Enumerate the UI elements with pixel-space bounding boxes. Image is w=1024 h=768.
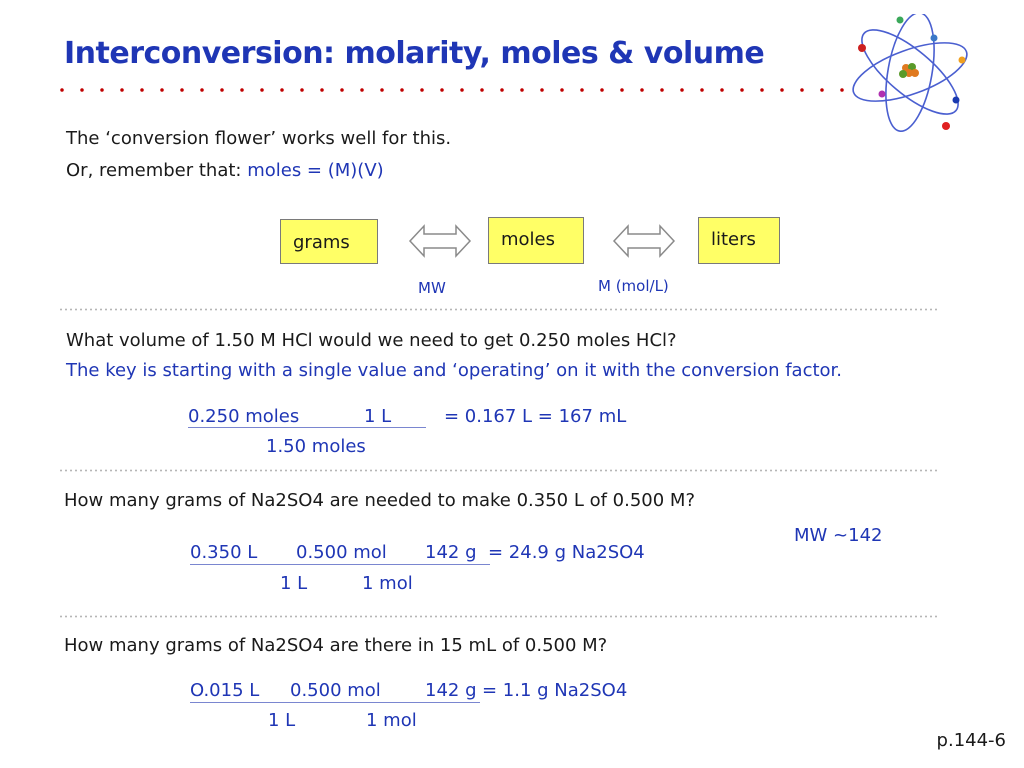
p1-fraction-line xyxy=(188,427,426,428)
section-separator xyxy=(60,469,940,472)
molarity-label: M (mol/L) xyxy=(598,277,669,295)
p3-numerator-3: 142 g xyxy=(425,680,477,701)
p2-numerator-3: 142 g xyxy=(425,542,477,563)
problem2-question: How many grams of Na2SO4 are needed to make 0.350 L of 0.500 M? xyxy=(64,490,695,511)
liters-box: liters xyxy=(698,217,780,264)
slide-title: Interconversion: molarity, moles & volume xyxy=(64,36,765,71)
problem3-question: How many grams of Na2SO4 are there in 15 mL of 0.500 M? xyxy=(64,635,608,656)
p2-numerator-2: 0.500 mol xyxy=(296,542,387,563)
p1-numerator-2: 1 L xyxy=(364,406,392,427)
p3-numerator-2: 0.500 mol xyxy=(290,680,381,701)
p2-fraction-line xyxy=(190,564,490,565)
double-arrow-icon xyxy=(612,223,676,259)
intro-line-1: The ‘conversion flower’ works well for this. xyxy=(66,128,452,149)
p1-denominator-2: 1.50 moles xyxy=(266,436,366,457)
p2-denominator-3: 1 mol xyxy=(362,573,413,594)
p3-denominator-2: 1 L xyxy=(268,710,296,731)
double-arrow-icon xyxy=(408,223,472,259)
p2-denominator-2: 1 L xyxy=(280,573,308,594)
section-separator xyxy=(60,308,940,311)
moles-box: moles xyxy=(488,217,584,264)
p2-numerator-1: 0.350 L xyxy=(190,542,258,563)
grams-box: grams xyxy=(280,219,378,264)
problem1-hint: The key is starting with a single value and ‘operating’ on it with the conversion factor. xyxy=(66,360,843,381)
intro-line-2 xyxy=(66,160,384,181)
p2-mw-note: MW ~142 xyxy=(794,525,883,546)
mw-label: MW xyxy=(418,279,446,297)
p3-result: = 1.1 g Na2SO4 xyxy=(482,680,628,701)
p2-result: = 24.9 g Na2SO4 xyxy=(488,542,645,563)
page-number: p.144-6 xyxy=(936,730,1006,751)
moles-formula: moles = (M)(V) xyxy=(247,160,384,181)
section-separator xyxy=(60,615,940,618)
p1-numerator-1: 0.250 moles xyxy=(188,406,300,427)
p3-numerator-1: O.015 L xyxy=(190,680,260,701)
intro-line-2-prefix: Or, remember that: xyxy=(66,160,248,181)
p3-fraction-line xyxy=(190,702,480,703)
problem1-question: What volume of 1.50 M HCl would we need to get 0.250 moles HCl? xyxy=(66,330,677,351)
p3-denominator-3: 1 mol xyxy=(366,710,417,731)
atom-icon xyxy=(846,14,974,134)
title-dotted-underline xyxy=(58,86,858,94)
p1-result: = 0.167 L = 167 mL xyxy=(444,406,627,427)
